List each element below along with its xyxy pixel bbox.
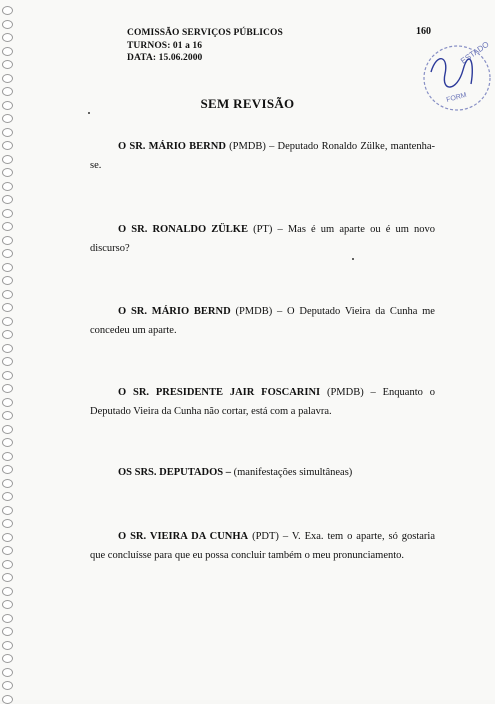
header-date: DATA: 15.06.2000 [127, 53, 203, 63]
binder-hole [2, 438, 13, 447]
binder-hole [2, 6, 13, 15]
binder-hole [2, 573, 13, 582]
stamp-text: ESTADO [458, 39, 491, 66]
speaker-party: (PT) – [247, 224, 288, 235]
binder-hole [2, 74, 13, 83]
ink-speck [352, 258, 354, 260]
signature-mark [431, 59, 472, 87]
binder-hole [2, 290, 13, 299]
speech-text: Mas é um aparte ou é um novo discurso? [90, 224, 435, 254]
binder-hole [2, 47, 13, 56]
page-title: SEM REVISÃO [200, 96, 295, 111]
speech-paragraph [90, 302, 435, 340]
header-turns: TURNOS: 01 a 16 [127, 40, 203, 51]
binder-hole [2, 681, 13, 690]
speaker-party: (PMDB) – [230, 306, 288, 317]
speaker-name: O SR. RONALDO ZÜLKE [118, 224, 248, 235]
header-committee: COMISSÃO SERVIÇOS PÚBLICOS [127, 28, 283, 38]
speech-text: Enquanto o Deputado Vieira da Cunha não cortar, está com a palavra. [90, 387, 435, 417]
speech-paragraph [90, 383, 435, 421]
binder-hole [2, 303, 13, 312]
binder-hole [2, 492, 13, 501]
speaker-name: O SR. VIEIRA DA CUNHA [118, 531, 249, 542]
binder-hole [2, 654, 13, 663]
binder-hole [2, 344, 13, 353]
document-header [127, 27, 283, 65]
binder-hole [2, 87, 13, 96]
binder-hole [2, 465, 13, 474]
speech-text: (manifestações simultâneas) [233, 467, 353, 478]
binder-hole [2, 384, 13, 393]
speaker-name: O SR. MÁRIO BERND [118, 141, 226, 152]
binder-hole [2, 695, 13, 704]
binder-hole [2, 357, 13, 366]
speaker-party: (PMDB) – [225, 141, 278, 152]
speaker-party: (PMDB) – [320, 387, 383, 398]
page-number: 160 [416, 26, 431, 37]
speech-paragraph [90, 137, 435, 175]
speaker-party: (PDT) – [248, 531, 292, 542]
speech-text: Deputado Ronaldo Zülke, mantenha-se. [90, 141, 435, 171]
binder-hole [2, 411, 13, 420]
binder-hole [2, 425, 13, 434]
speaker-name: O SR. MÁRIO BERND [118, 306, 231, 317]
binder-hole [2, 600, 13, 609]
binder-hole [2, 479, 13, 488]
binder-hole [2, 249, 13, 258]
binder-hole [2, 546, 13, 555]
speaker-name: O SR. PRESIDENTE JAIR FOSCARINI [118, 387, 321, 398]
binder-hole [2, 452, 13, 461]
binder-hole [2, 263, 13, 272]
binder-hole [2, 371, 13, 380]
binder-hole [2, 330, 13, 339]
binder-hole [2, 506, 13, 515]
stamp-sub: FORM [445, 91, 468, 104]
speech-text: V. Exa. tem o aparte, só gostaria que concluísse para que eu possa concluir também o meu pronunciamento. [90, 531, 435, 561]
binder-hole [2, 168, 13, 177]
speech-text: O Deputado Vieira da Cunha me concedeu um aparte. [90, 306, 435, 336]
binder-hole [2, 236, 13, 245]
binder-hole [2, 668, 13, 677]
binder-hole [2, 182, 13, 191]
speech-paragraph [90, 220, 435, 258]
binder-hole [2, 195, 13, 204]
binder-hole [2, 155, 13, 164]
binder-hole [2, 614, 13, 623]
binder-hole [2, 533, 13, 542]
binder-hole [2, 317, 13, 326]
binder-hole [2, 627, 13, 636]
binder-hole [2, 276, 13, 285]
speaker-name: OS SRS. DEPUTADOS – [118, 467, 231, 478]
speech-paragraph [90, 527, 435, 565]
speech-paragraph [90, 463, 435, 482]
binder-hole [2, 33, 13, 42]
binder-hole [2, 114, 13, 123]
ink-speck [88, 112, 90, 114]
binder-hole [2, 587, 13, 596]
binder-hole [2, 128, 13, 137]
binder-hole [2, 20, 13, 29]
binder-hole [2, 560, 13, 569]
binder-hole [2, 398, 13, 407]
binder-hole [2, 519, 13, 528]
binder-hole [2, 222, 13, 231]
binder-hole [2, 641, 13, 650]
binder-hole [2, 60, 13, 69]
binder-hole [2, 141, 13, 150]
binder-hole [2, 209, 13, 218]
